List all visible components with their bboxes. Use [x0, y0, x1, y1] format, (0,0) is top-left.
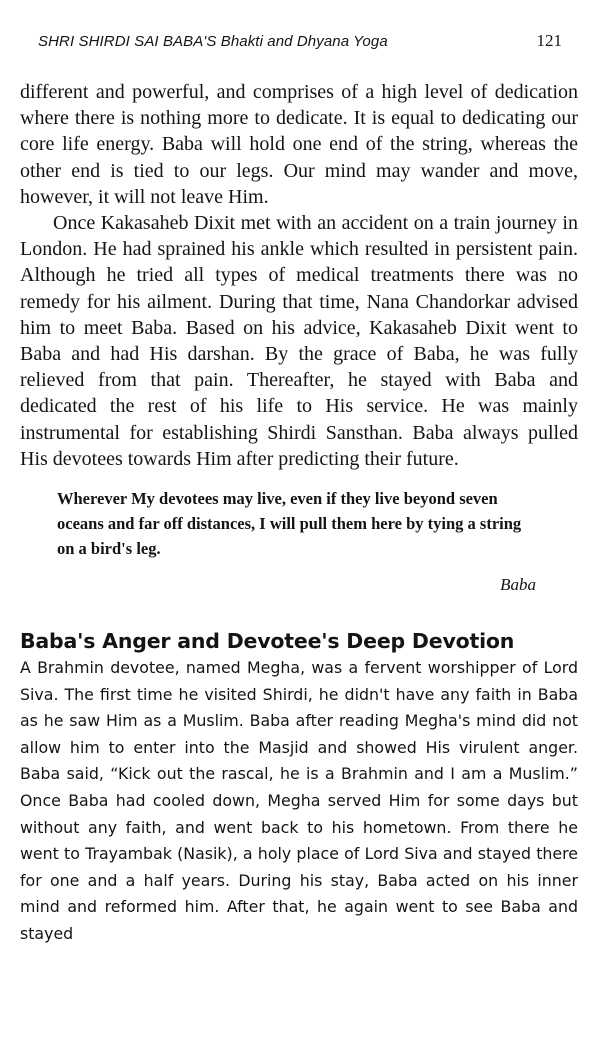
quote-attribution: Baba — [500, 575, 536, 595]
section-paragraph: A Brahmin devotee, named Megha, was a fervent worshipper of Lord Siva. The first time he visited Shirdi, he didn't have any faith in Baba as he saw Him as a Muslim. Baba after reading Megha's mind did not allow him to enter into the Masjid and showed His virulent anger. Baba said, “Kick out the rascal, he is a Brahmin and I am a Muslim.” Once Baba had cooled down, Megha served Him for some days but without any faith, and went back to his hometown. From there he went to Trayambak (Nasik), a holy place of Lord Siva and stayed there for one and a half years. During his stay, Baba acted on his inner mind and reformed him. After that, he again went to see Baba and stayed — [20, 658, 578, 943]
page-number: 121 — [536, 31, 562, 50]
running-head: SHRI SHIRDI SAI BABA'S Bhakti and Dhyana Yoga — [38, 33, 388, 50]
paragraph-continuation: different and powerful, and comprises of a high level of dedication where there is nothing more to dedicate. It is equal to dedicating our core life energy. Baba will hold one end of the string, whereas the other end is tied to our legs. Our mind may wander and move, however, it will not leave Him. — [20, 81, 578, 208]
paragraph-kakasaheb-dixit: Once Kakasaheb Dixit met with an accident on a train journey in London. He had sprained his ankle which resulted in persistent pain. Although he tried all types of medical treatments there was no remedy for his ailment. During that time, Nana Chandorkar advised him to meet Baba. Based on his advice, Kakasaheb Dixit went to Baba and had His darshan. By the grace of Baba, he was fully relieved from that pain. Thereafter, he stayed with Baba and dedicated the rest of his life to His service. He was mainly instrumental for establishing Shirdi Sansthan. Baba always pulled His devotees towards Him after predicting their future. — [20, 212, 578, 470]
section-heading: Baba's Anger and Devotee's Deep Devotion — [20, 629, 515, 654]
block-quote: Wherever My devotees may live, even if they live beyond seven oceans and far off distances, I will pull them here by tying a string on a bird's leg. — [57, 489, 522, 559]
page-header — [20, 0, 578, 58]
